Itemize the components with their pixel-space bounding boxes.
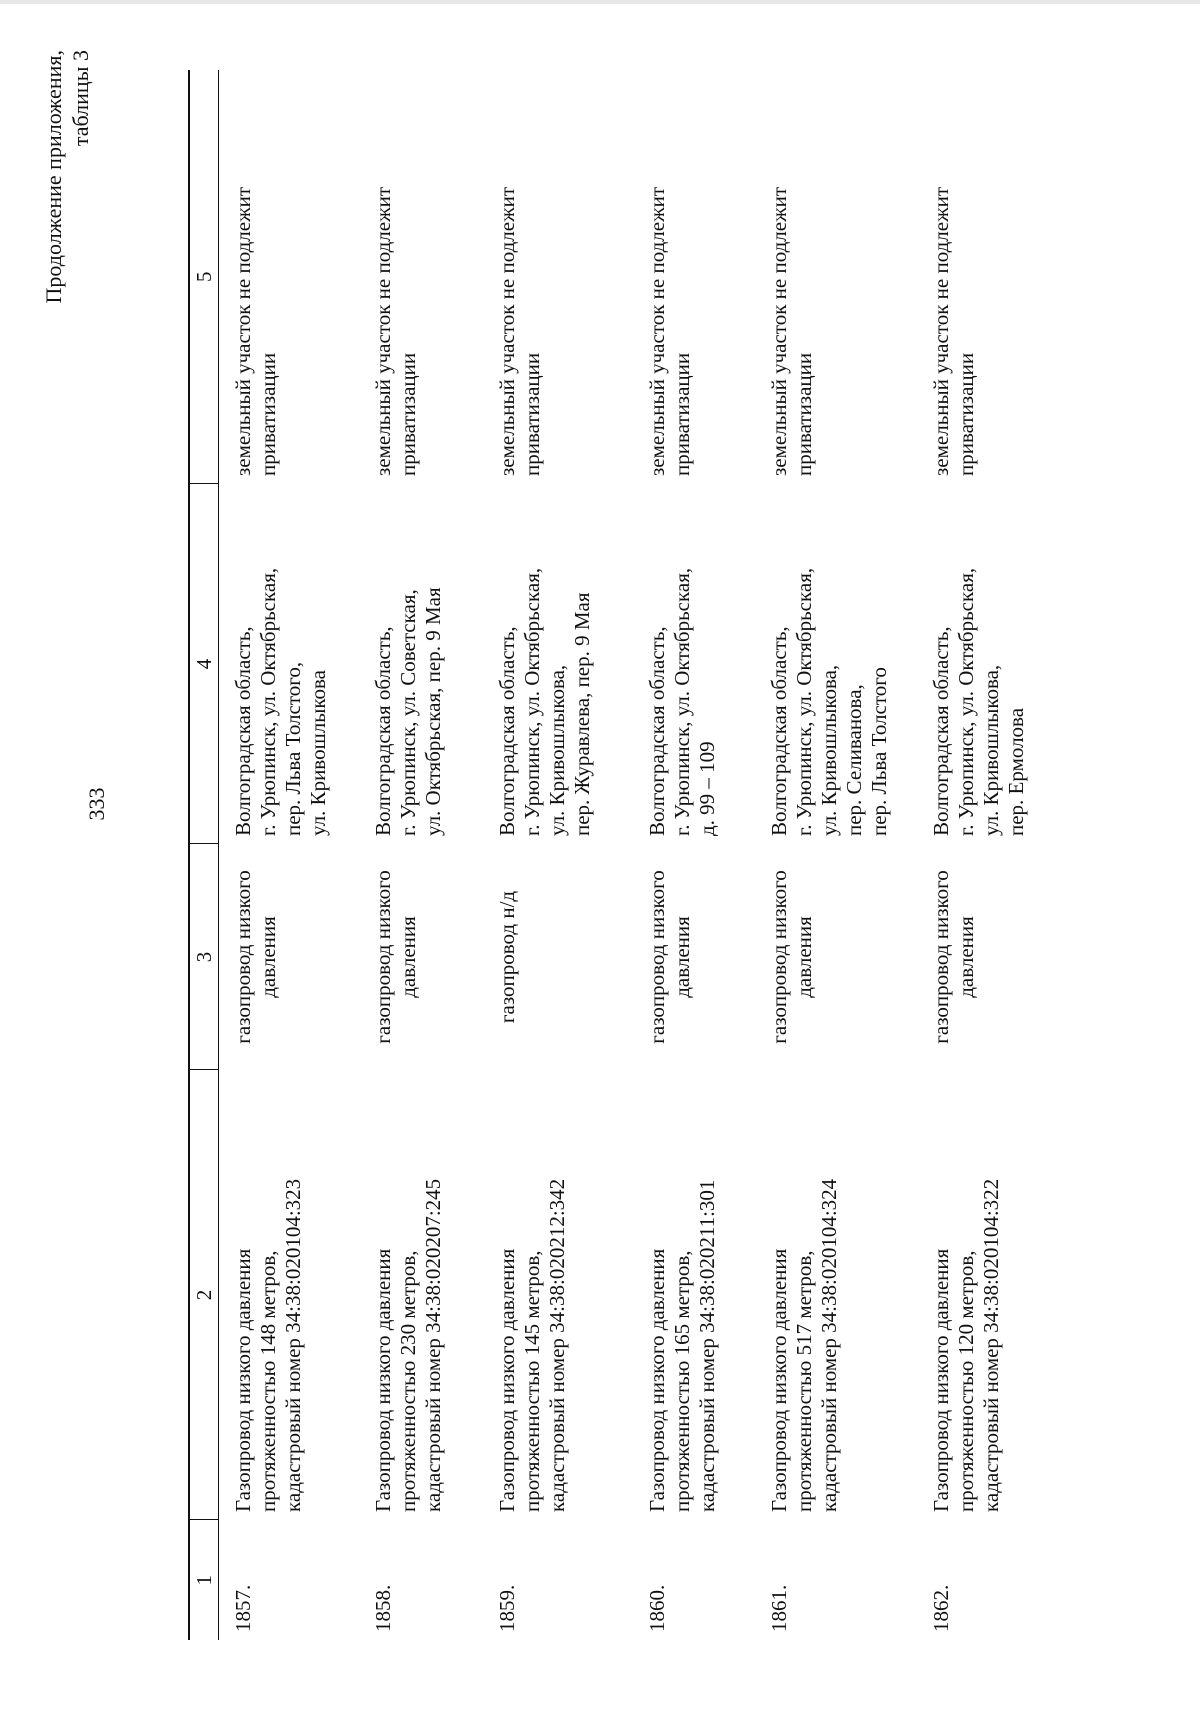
object-address-line: Волгоградская область, [645, 626, 669, 836]
object-type-cell [633, 844, 755, 1070]
object-address-cell [755, 484, 917, 844]
row-number: 1860. [645, 1584, 669, 1632]
land-note-cell [483, 70, 633, 484]
object-type-line: газопровод низкого [929, 870, 953, 1044]
row-number: 1861. [767, 1584, 791, 1632]
object-name-cell [219, 1070, 360, 1520]
object-name-line: протяженностью 517 метров, [792, 1250, 816, 1512]
object-name-line: Газопровод низкого давления [231, 1248, 255, 1512]
table-row [633, 70, 755, 1640]
land-note-line: земельный участок не подлежит [645, 186, 669, 476]
object-name-line: протяженностью 145 метров, [520, 1250, 544, 1512]
object-name-line: кадастровый номер 34:38:020211:301 [695, 1179, 719, 1512]
table-row [359, 70, 483, 1640]
continuation-line-2: таблицы 3 [68, 50, 93, 147]
land-note-cell [219, 70, 360, 484]
object-address-line: д. 99 – 109 [695, 741, 719, 836]
object-address-line: пер. Селиванова, [842, 684, 866, 836]
object-type-line: газопровод н/д [495, 890, 519, 1024]
page-number: 333 [84, 787, 109, 821]
object-address-line: ул. Кривошлыкова [306, 670, 330, 836]
object-name-line: Газопровод низкого давления [929, 1248, 953, 1512]
object-name-line: протяженностью 165 метров, [670, 1250, 694, 1512]
object-address-cell [359, 484, 483, 844]
object-type-line: газопровод низкого [371, 870, 395, 1044]
object-name-cell [483, 1070, 633, 1520]
table-row [755, 70, 917, 1640]
header-col-1: 1 [189, 1520, 219, 1640]
land-note-line: земельный участок не подлежит [495, 186, 519, 476]
header-col-4: 4 [189, 484, 219, 844]
object-type-cell [219, 844, 360, 1070]
object-type-cell [483, 844, 633, 1070]
object-name-line: Газопровод низкого давления [371, 1248, 395, 1512]
object-type-line: газопровод низкого [767, 870, 791, 1044]
table-row [483, 70, 633, 1640]
land-note-line: приватизации [520, 352, 544, 476]
land-note-line: земельный участок не подлежит [767, 186, 791, 476]
row-number: 1859. [495, 1584, 519, 1632]
object-address-line: г. Урюпинск, ул. Октябрьская, [792, 567, 816, 836]
object-type-line: давления [670, 916, 694, 998]
object-type-line: давления [792, 916, 816, 998]
row-number: 1862. [929, 1584, 953, 1632]
object-name-line: протяженностью 230 метров, [396, 1250, 420, 1512]
land-note-line: земельный участок не подлежит [929, 186, 953, 476]
object-name-cell [359, 1070, 483, 1520]
land-note-cell [359, 70, 483, 484]
header-col-2: 2 [189, 1070, 219, 1520]
object-type-line: давления [256, 916, 280, 998]
header-col-5: 5 [189, 70, 219, 484]
object-type-cell [359, 844, 483, 1070]
land-note-line: приватизации [396, 352, 420, 476]
land-note-cell [917, 70, 1057, 484]
object-address-line: г. Урюпинск, ул. Октябрьская, [256, 567, 280, 836]
object-address-line: ул. Кривошлыкова, [545, 664, 569, 836]
row-number: 1858. [371, 1584, 395, 1632]
object-address-line: ул. Октябрьская, пер. 9 Мая [421, 587, 445, 836]
object-name-line: кадастровый номер 34:38:020104:324 [817, 1178, 841, 1512]
object-type-cell [917, 844, 1057, 1070]
land-note-line: земельный участок не подлежит [231, 186, 255, 476]
land-note-line: приватизации [792, 352, 816, 476]
land-note-line: приватизации [256, 352, 280, 476]
object-name-line: кадастровый номер 34:38:020212:342 [545, 1178, 569, 1512]
object-name-line: протяженностью 148 метров, [256, 1250, 280, 1512]
object-address-line: ул. Кривошлыкова, [979, 664, 1003, 836]
object-address-cell [483, 484, 633, 844]
table-row [219, 70, 360, 1640]
object-address-cell [219, 484, 360, 844]
object-name-cell [917, 1070, 1057, 1520]
land-note-line: земельный участок не подлежит [371, 186, 395, 476]
object-name-line: кадастровый номер 34:38:020207:245 [421, 1178, 445, 1512]
continuation-note [40, 50, 94, 303]
object-name-line: протяженностью 120 метров, [954, 1250, 978, 1512]
object-address-line: Волгоградская область, [371, 626, 395, 836]
object-name-line: Газопровод низкого давления [645, 1248, 669, 1512]
object-name-cell [755, 1070, 917, 1520]
table-row [917, 70, 1057, 1640]
object-address-line: ул. Кривошлыкова, [817, 664, 841, 836]
object-address-line: пер. Ермолова [1004, 707, 1028, 836]
object-address-line: пер. Льва Толстого [867, 667, 891, 836]
land-note-line: приватизации [670, 352, 694, 476]
object-name-line: кадастровый номер 34:38:020104:323 [281, 1178, 305, 1512]
object-type-line: газопровод низкого [231, 870, 255, 1044]
object-address-line: г. Урюпинск, ул. Октябрьская, [520, 567, 544, 836]
registry-table [188, 70, 1057, 1640]
object-address-line: пер. Журавлева, пер. 9 Мая [570, 592, 594, 836]
object-address-line: Волгоградская область, [929, 626, 953, 836]
object-name-line: кадастровый номер 34:38:020104:322 [979, 1178, 1003, 1512]
object-type-cell [755, 844, 917, 1070]
object-address-line: г. Урюпинск, ул. Октябрьская, [954, 567, 978, 836]
header-row [189, 70, 219, 1640]
header-col-3: 3 [189, 844, 219, 1070]
continuation-line-1: Продолжение приложения, [41, 50, 66, 304]
land-note-cell [633, 70, 755, 484]
object-address-cell [917, 484, 1057, 844]
object-type-line: давления [396, 916, 420, 998]
row-number: 1857. [231, 1584, 255, 1632]
object-address-line: Волгоградская область, [767, 626, 791, 836]
object-address-line: г. Урюпинск, ул. Советская, [396, 589, 420, 836]
land-note-cell [755, 70, 917, 484]
land-note-line: приватизации [954, 352, 978, 476]
object-type-line: газопровод низкого [645, 870, 669, 1044]
object-name-line: Газопровод низкого давления [495, 1248, 519, 1512]
object-address-cell [633, 484, 755, 844]
object-address-line: г. Урюпинск, ул. Октябрьская, [670, 567, 694, 836]
object-type-line: давления [954, 916, 978, 998]
table-body [219, 70, 1058, 1640]
object-address-line: Волгоградская область, [231, 626, 255, 836]
object-name-cell [633, 1070, 755, 1520]
object-address-line: пер. Льва Толстого, [281, 661, 305, 836]
object-address-line: Волгоградская область, [495, 626, 519, 836]
object-name-line: Газопровод низкого давления [767, 1248, 791, 1512]
